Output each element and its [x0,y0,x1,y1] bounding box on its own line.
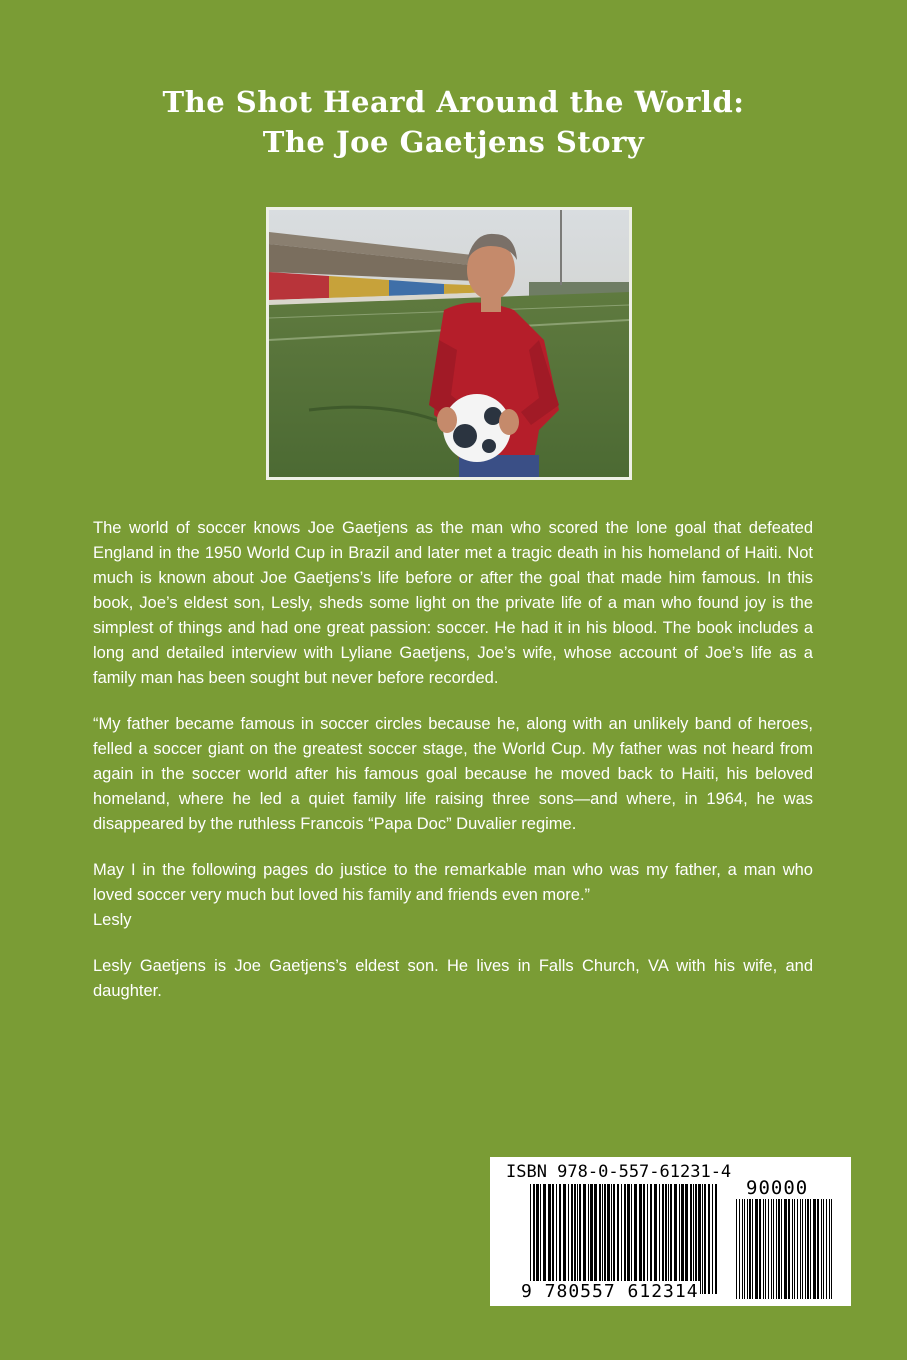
blurb-signature: Lesly [93,911,132,929]
barcode-bar [771,1199,772,1299]
barcode-bar [749,1199,751,1299]
barcode-bar [617,1184,619,1294]
barcode-bar [536,1184,539,1294]
barcode-bar [571,1184,573,1294]
barcode-bar [765,1199,766,1299]
barcode-bar [548,1184,551,1294]
barcode-bar [752,1199,753,1299]
barcode-bar [533,1184,535,1294]
barcode-bar [556,1184,557,1294]
barcode-bar [805,1199,806,1299]
barcode-bar [670,1184,672,1294]
price-code: 90000 [746,1177,809,1199]
barcode-bar [579,1184,581,1294]
barcode-bar [759,1199,761,1299]
book-title [0,82,907,162]
barcode-bar [698,1184,701,1294]
barcode-bar [590,1184,593,1294]
barcode-bar [602,1184,603,1294]
addon-bars [736,1199,836,1299]
barcode-bar [627,1184,630,1294]
barcode-bar [588,1184,589,1294]
barcode-bar [577,1184,578,1294]
barcode-bar [604,1184,606,1294]
barcode-bar [540,1184,541,1294]
barcode-bar [624,1184,626,1294]
blurb-paragraph-2: “My father became famous in soccer circles because he, along with an unlikely band of heroes, felled a soccer giant on the greatest soccer stage, the World Cup. My father was not heard from again in the soccer world after his famous goal because he moved back to Haiti, his beloved homeland, where he led a quiet family life raising three sons—and where, in 1964, he was disappeared by the ruthless Francois “Papa Doc” Duvalier regime. [93,715,813,833]
barcode-bar [685,1184,688,1294]
ean-bars [530,1184,720,1294]
barcode-bar [613,1184,615,1294]
barcode-bar [695,1184,697,1294]
barcode-bar [807,1199,809,1299]
barcode-bar [802,1199,803,1299]
barcode-bar [665,1184,667,1294]
isbn-label: ISBN 978-0-557-61231-4 [506,1162,732,1182]
barcode-bar [817,1199,819,1299]
isbn-barcode [490,1157,851,1306]
barcode-bar [823,1199,824,1299]
barcode-bar [708,1184,710,1294]
barcode-bar [574,1184,576,1294]
barcode-bar [800,1199,801,1299]
barcode-bar [543,1184,546,1294]
barcode-bar [781,1199,782,1299]
barcode-bar [599,1184,601,1294]
title-line-2: The Joe Gaetjens Story [262,125,645,159]
author-bio: Lesly Gaetjens is Joe Gaetjens’s eldest son. He lives in Falls Church, VA with his wife, and daughter. [93,957,813,1000]
blurb-paragraph-3: May I in the following pages do justice to the remarkable man who was my father, a man who loved soccer very much but loved his family and friends even more.” [93,861,813,904]
barcode-bar [639,1184,642,1294]
barcode-bar [794,1199,795,1299]
barcode-bar [704,1184,706,1294]
title-line-1: The Shot Heard Around the World: [162,85,745,119]
barcode-bar [773,1199,774,1299]
barcode-bar [792,1199,793,1299]
barcode-bar [611,1184,612,1294]
barcode-bar [831,1199,832,1299]
barcode-bar [690,1184,692,1294]
barcode-bar [739,1199,740,1299]
back-cover-blurb [93,516,813,1025]
barcode-bar [659,1184,660,1294]
barcode-bar [679,1184,680,1294]
barcode-bar [568,1184,569,1294]
barcode-bar [763,1199,764,1299]
author-photo [266,207,632,480]
barcode-bar [778,1199,780,1299]
barcode-bar [594,1184,597,1294]
barcode-bar [826,1199,827,1299]
blurb-paragraph-1: The world of soccer knows Joe Gaetjens as the man who scored the lone goal that defeated England in the 1950 World Cup in Brazil and later met a tragic death in his homeland of Haiti. Not much is known about Joe Gaetjens’s life before or after the goal that made him famous. In this book, Joe’s eldest son, Lesly, sheds some light on the private life of a man who found joy is the simplest of things and had one great passion: soccer. He had it in his blood. The book includes a long and detailed interview with Lyliane Gaetjens, Joe’s wife, whose account of Joe’s life as a family man has been sought but never before recorded. [93,519,813,687]
barcode-bar [621,1184,622,1294]
barcode-bar [654,1184,657,1294]
barcode-bar [736,1199,737,1299]
barcode-bar [784,1199,787,1299]
barcode-bar [755,1199,758,1299]
barcode-bar [583,1184,586,1294]
barcode-bar [674,1184,677,1294]
barcode-bar [821,1199,822,1299]
barcode-bar [607,1184,610,1294]
barcode-bar [681,1184,684,1294]
barcode-bar [634,1184,637,1294]
barcode-bar [559,1184,561,1294]
barcode-bar [552,1184,554,1294]
barcode-bar [744,1199,745,1299]
barcode-bar [776,1199,777,1299]
barcode-bar [797,1199,798,1299]
ean-digits: 9 780557 612314 [521,1281,699,1302]
barcode-bar [768,1199,769,1299]
barcode-bar [647,1184,648,1294]
barcode-bar [650,1184,652,1294]
barcode-bar [693,1184,694,1294]
barcode-bar [530,1184,531,1294]
barcode-bar [662,1184,664,1294]
barcode-bar [747,1199,748,1299]
barcode-bar [668,1184,669,1294]
barcode-bar [742,1199,743,1299]
barcode-bar [563,1184,566,1294]
barcode-bar [788,1199,790,1299]
barcode-bar [702,1184,703,1294]
barcode-bar [829,1199,830,1299]
barcode-bar [810,1199,811,1299]
barcode-bar [712,1184,713,1294]
barcode-bar [631,1184,632,1294]
barcode-bar [715,1184,717,1294]
barcode-bar [643,1184,645,1294]
barcode-bar [813,1199,816,1299]
photo-man-holding-soccer-ball-icon [269,210,629,477]
